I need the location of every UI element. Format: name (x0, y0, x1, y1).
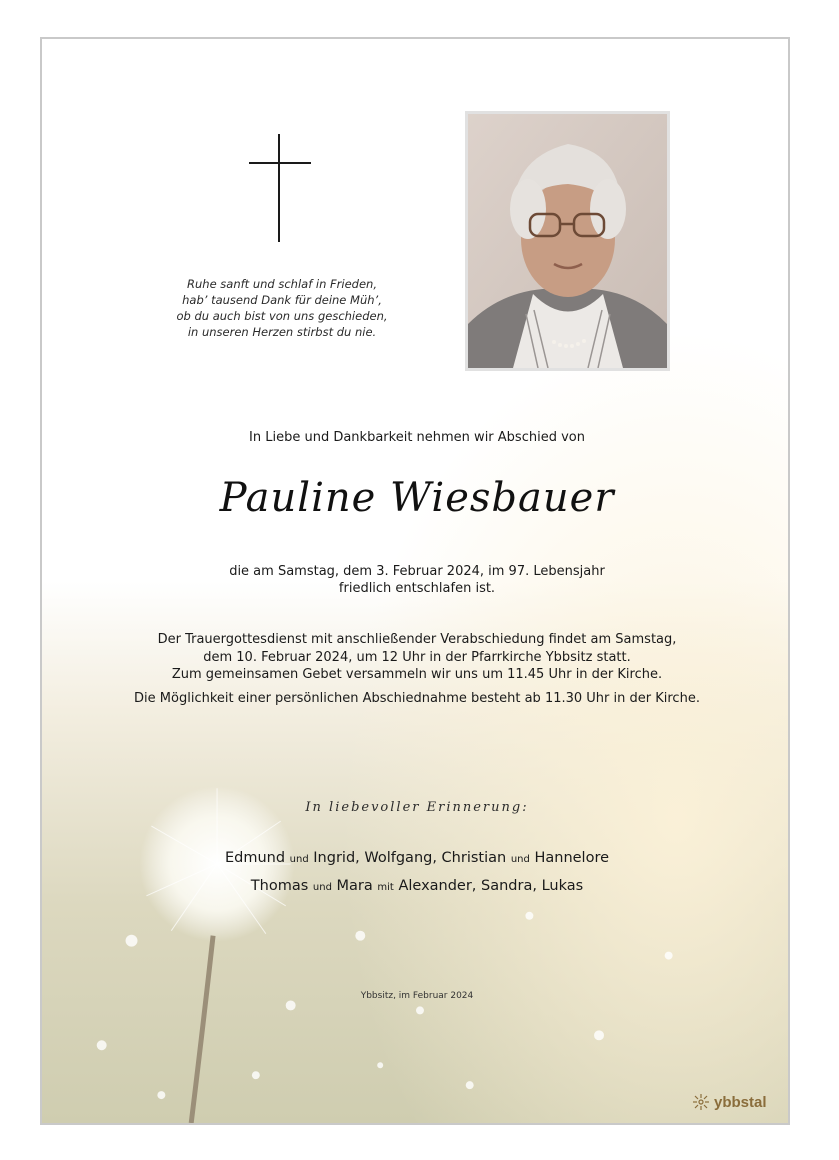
family-connector: und (312, 882, 332, 893)
poem-line: in unseren Herzen stirbst du nie. (187, 325, 377, 339)
portrait-photo (465, 111, 670, 371)
family-connector: und (289, 854, 309, 865)
service-line: dem 10. Februar 2024, um 12 Uhr in der Pfarrkirche Ybbsitz statt. (203, 649, 631, 665)
place-date: Ybbsitz, im Februar 2024 (360, 991, 474, 1001)
poem (142, 276, 422, 340)
family-names: Hannelore (534, 850, 610, 866)
death-notice (42, 563, 790, 597)
logo-text: ybbstal (714, 1093, 767, 1111)
service-line: Der Trauergottesdienst mit anschließender Verabschiedung findet am Samstag, (157, 632, 677, 647)
death-notice-line: friedlich entschlafen ist. (338, 581, 496, 596)
cross-icon (249, 134, 311, 244)
ybbstal-logo (692, 1093, 767, 1111)
family-connector: und (510, 854, 530, 865)
service-info (42, 631, 790, 707)
family-names: Ingrid, Wolfgang, Christian (313, 850, 507, 866)
service-line: Zum gemeinsamen Gebet versammeln wir uns um 11.45 Uhr in der Kirche. (171, 667, 663, 682)
family-line (42, 845, 790, 873)
memory-heading: In liebevoller Erinnerung: (305, 800, 529, 815)
family-names: Thomas (250, 878, 309, 894)
death-notice-line: die am Samstag, dem 3. Februar 2024, im 97. Lebensjahr (229, 564, 605, 579)
deceased-name: Pauline Wiesbauer (219, 475, 615, 521)
family-line (42, 873, 790, 901)
parte-card (40, 37, 790, 1125)
poem-line: ob du auch bist von uns geschieden, (176, 309, 388, 323)
intro-text: In Liebe und Dankbarkeit nehmen wir Abschied von (249, 430, 585, 445)
family-list (42, 845, 790, 901)
family-connector: mit (377, 882, 394, 893)
family-names: Mara (336, 878, 373, 894)
poem-line: hab’ tausend Dank für deine Müh’, (182, 293, 382, 307)
service-line: Die Möglichkeit einer persönlichen Abschiednahme besteht ab 11.30 Uhr in der Kirche. (134, 690, 700, 706)
dandelion-logo-icon (692, 1093, 710, 1111)
poem-line: Ruhe sanft und schlaf in Frieden, (187, 277, 377, 291)
family-names: Alexander, Sandra, Lukas (398, 878, 584, 894)
family-names: Edmund (224, 850, 286, 866)
